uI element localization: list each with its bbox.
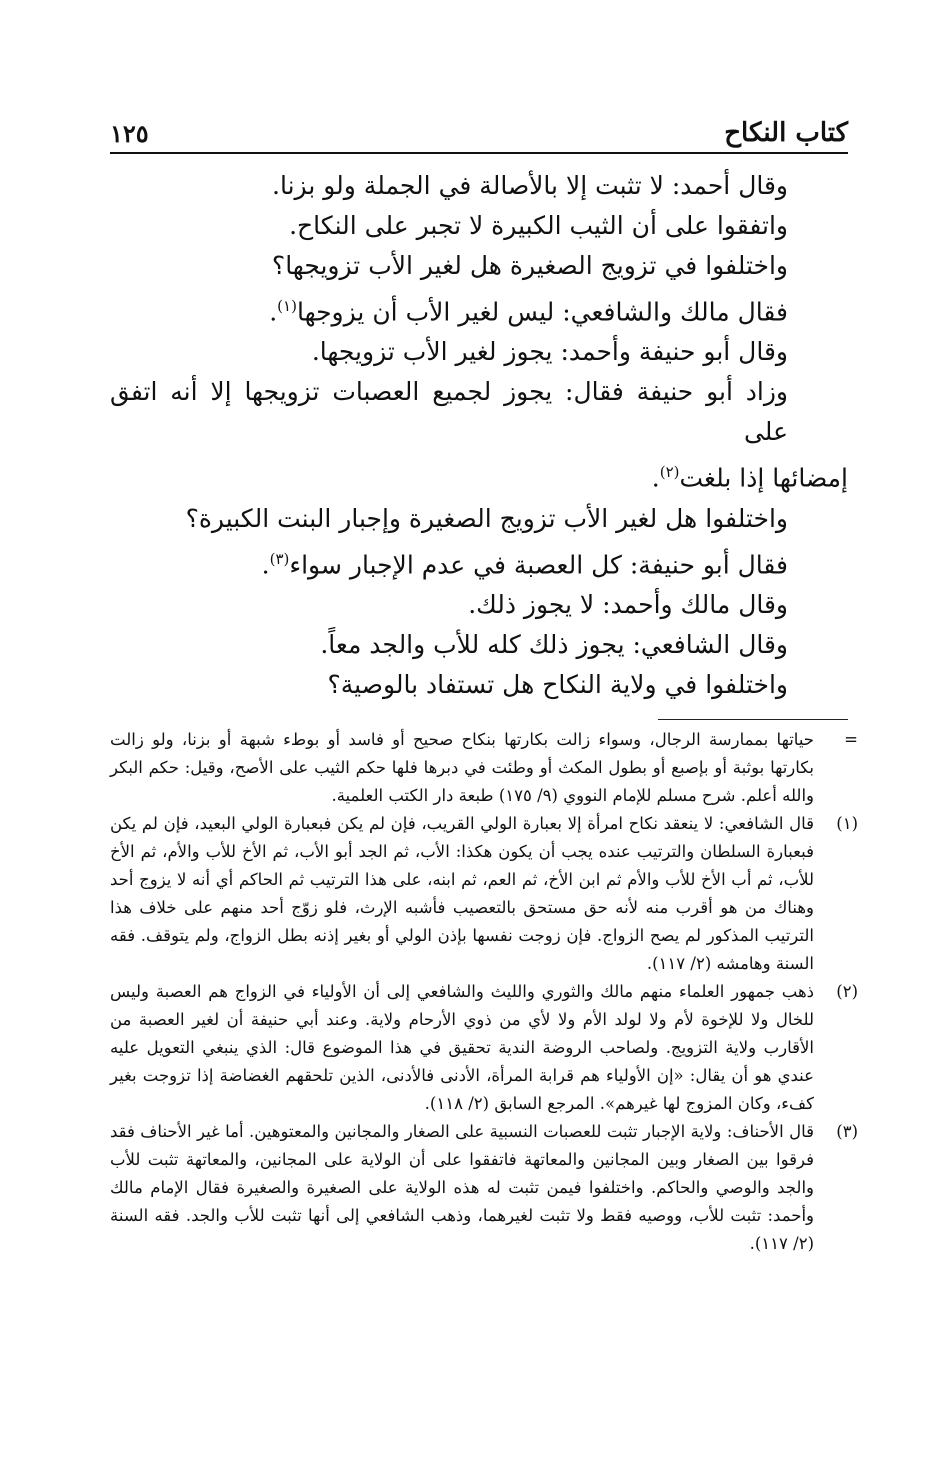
text-line: واختلفوا في ولاية النكاح هل تستفاد بالوصية؟ xyxy=(327,669,788,699)
text-line xyxy=(110,286,848,332)
footnote-1 xyxy=(110,810,858,978)
main-text xyxy=(110,166,848,711)
sentence-end: . xyxy=(261,549,270,579)
footnote-text: قال الأحناف: ولاية الإجبار تثبت للعصبات النسبية على الصغار والمجانين والمعتوهين. أما غير الأحناف فقد فرقوا بين الصغار وبين المجانين والمعاتهة فاتفقوا على أن الولاية على المجانين، والمعاتهة تثبت للأب والجد والوصي والحاكم. واختلفوا فيمن تثبت له هذه الولاية على الصغيرة والصغيرة فقال الإمام مالك وأحمد: تثبت للأب، ووصيه فقط ولا تثبت لغيرهما، وذهب الشافعي إلى أنها تثبت للأب والجد. فقه السنة (٢/ ١١٧). xyxy=(110,1121,814,1253)
text-line-body: إمضائها إذا بلغت xyxy=(679,463,848,493)
footnote-3 xyxy=(110,1118,858,1258)
running-header xyxy=(110,108,848,154)
footnote-marker: (١) xyxy=(836,813,858,833)
footnote-text: ذهب جمهور العلماء منهم مالك والثوري والليث والشافعي إلى أن الأولياء في الزواج هم العصبة وليس للخال ولا للإخوة لأم ولا لولد الأم ولا لأي من ذوي الأرحام ولاية. وعند أبي حنيفة أن لغير العصبة من الأقارب ولاية التزويج. ولصاحب الروضة الندية تحقيق في هذا الموضوع قال: الذي ينبغي التعويل عليه عندي هو أن يقال: «إن الأولياء هم قرابة المرأة، الأدنى فالأدنى، الذين تلحقهم الغضاضة إذا تزوجت بغير كفء، وكان المزوج لها غيرهم». المرجع السابق (٢/ ١١٨). xyxy=(110,981,814,1113)
footnote-ref-1[interactable]: (١) xyxy=(277,297,297,315)
text-line: وزاد أبو حنيفة فقال: يجوز لجميع العصبات تزويجها إلا أنه اتفق على xyxy=(110,377,788,447)
text-line: واختلفوا هل لغير الأب تزويج الصغيرة وإجبار البنت الكبيرة؟ xyxy=(185,503,788,533)
footnote-continuation xyxy=(110,726,858,810)
footnote-marker: (٢) xyxy=(836,981,858,1001)
footnote-text: حياتها بممارسة الرجال، وسواء زالت بكارتها بنكاح صحيح أو فاسد أو بوطء شبهة أو بزنا، ولو زالت بكارتها بوثبة أو بإصبع أو بطول المكث أو وطئت في دبرها فلها حكم الثيب على الأصح، وقيل: حكم البكر والله أعلم. شرح مسلم للإمام النووي (٩/ ١٧٥) طبعة دار الكتب العلمية. xyxy=(110,729,814,805)
text-line: وقال أبو حنيفة وأحمد: يجوز لغير الأب تزويجها. xyxy=(311,337,788,367)
text-line: وقال مالك وأحمد: لا يجوز ذلك. xyxy=(468,589,788,619)
text-line: واتفقوا على أن الثيب الكبيرة لا تجبر على النكاح. xyxy=(289,211,788,240)
footnote-ref-2[interactable]: (٢) xyxy=(659,463,680,482)
text-line-body: فقال أبو حنيفة: كل العصبة في عدم الإجبار سواء xyxy=(289,549,788,579)
page-number: ١٢٥ xyxy=(110,119,149,148)
footnote-2 xyxy=(110,978,858,1118)
footnote-text: قال الشافعي: لا ينعقد نكاح امرأة إلا بعبارة الولي القريب، فإن لم يكن فبعبارة الولي البعيد، فإن لم يكن فبعبارة السلطان والترتيب عنده يجب أن يكون هكذا: الأب، ثم الجد أبو الأب، ثم الأخ للأب والأم، ثم الأخ للأب، ثم أب الأخ للأب والأم ثم ابن الأخ، ثم العم، ثم ابنه، على هذا الترتيب ثم الحاكم أي أنه لا يزوج أحد وهناك من هو أقرب منه لأنه حق مستحق بالتعصيب فأشبه الإرث، فلو زوّج أحد منهم على خلاف هذا الترتيب المذكور لم يصح الزواج. فإن زوجت نفسها بإذن الولي أو بغير إذنه بطل الزواج، ولم يتوقف. فقه السنة وهامشه (٢/ ١١٧). xyxy=(110,813,814,973)
text-line: واختلفوا في تزويج الصغيرة هل لغير الأب تزويجها؟ xyxy=(271,251,788,280)
footnote-marker: = xyxy=(844,729,858,749)
chapter-title: كتاب النكاح xyxy=(724,118,848,148)
text-line: وقال الشافعي: يجوز ذلك كله للأب والجد معاً. xyxy=(320,629,788,659)
book-page xyxy=(110,108,858,1258)
text-line: وقال أحمد: لا تثبت إلا بالأصالة في الجملة ولو بزنا. xyxy=(272,171,788,200)
footnotes xyxy=(110,726,858,1258)
footnote-separator xyxy=(658,719,848,720)
text-line xyxy=(110,452,848,498)
sentence-end: . xyxy=(651,463,660,493)
footnote-marker: (٣) xyxy=(836,1121,858,1141)
footnote-ref-3[interactable]: (٣) xyxy=(269,549,290,568)
text-line xyxy=(110,539,848,585)
text-line-body: فقال مالك والشافعي: ليس لغير الأب أن يزوجها xyxy=(296,297,788,327)
sentence-end: . xyxy=(269,297,278,327)
